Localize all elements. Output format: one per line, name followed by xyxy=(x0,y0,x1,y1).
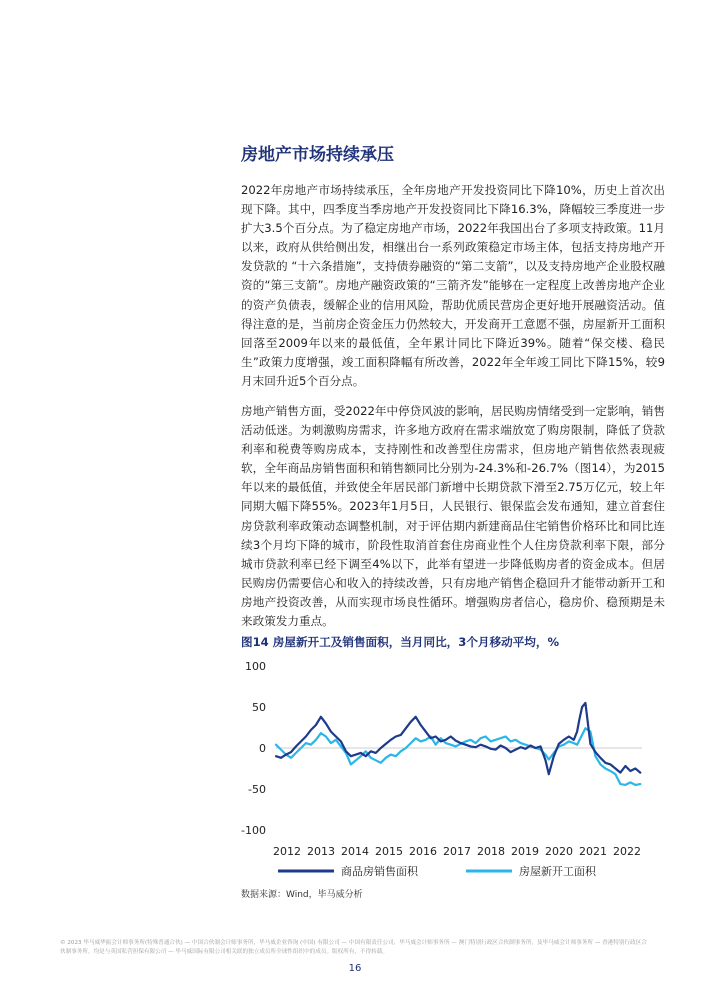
paragraph-sales: 房地产销售方面，受2022年中停贷风波的影响，居民购房情绪受到一定影响，销售活动低迷。为刺激购房需求，许多地方政府在需求端放宽了购房限制，降低了贷款利率和税费等购房成本，支持刚性和改善型住房需求，但房地产销售依然表现疲软，全年商品房销售面积和销售额同比分别为-24.3%和-26.7%（图14），为2015年以来的最低值，并致使全年居民部门新增中长期贷款下滑至2.75万亿元，较上年同期大幅下降55%。2023年1月5日，人民银行、银保监会发布通知，建立首套住房贷款利率政策动态调整机制，对于评估期内新建商品住宅销售价格环比和同比连续3个月均下降的城市，阶段性取消首套住房商业性个人住房贷款利率下限，部分城市贷款利率已经下调至4%以下，此举有望进一步降低购房者的资金成本。但居民购房仍需要信心和收入的持续改善，只有房地产销售企稳回升才能带动新开工和房地产投资改善，从而实现市场良性循环。增强购房者信心，稳房价、稳预期是未来政策发力重点。 xyxy=(241,404,665,629)
x-tick-label: 2012 xyxy=(273,845,301,858)
x-tick-label: 2022 xyxy=(613,845,641,858)
y-tick-label: 100 xyxy=(245,660,266,673)
x-tick-label: 2019 xyxy=(511,845,539,858)
y-tick-label: -100 xyxy=(241,824,266,837)
paragraph-market-pressure: 2022年房地产市场持续承压，全年房地产开发投资同比下降10%，历史上首次出现下降。其中，四季度当季房地产开发投资同比下降16.3%，降幅较三季度进一步扩大3.5个百分点。为了稳定房地产市场，2022年我国出台了多项支持政策。11月以来，政府从供给侧出发，相继出台一系列政策稳定市场主体，包括支持房地产开发贷款的 “十六条措施”，支持债券融资的“第二支箭”，以及支持房地产企业股权融资的“第三支箭”。房地产融资政策的“三箭齐发”能够在一定程度上改善房地产企业的资产负债表，缓解企业的信用风险，帮助优质民营房企更好地开展融资活动。值得注意的是，当前房企资金压力仍然较大，开发商开工意愿不强，房屋新开工面积回落至2009年以来的最低值，全年累计同比下降近39%。随着“保交楼、稳民生”政策力度增强，竣工面积降幅有所改善，2022年全年竣工同比下降15%，较9月末回升近5个百分点。 xyxy=(241,183,665,388)
legend-label: 房屋新开工面积 xyxy=(519,865,596,878)
footer-copyright: © 2023 毕马威华振会计师事务所(特殊普通合伙) — 中国合伙制会计师事务所，毕马威企业咨询 (中国) 有限公司 — 中国有限责任公司，毕马威会计师事务所 — 澳门特别行政区合伙制事务所，及毕马威会计师事务所 — 香港特别行政区合伙制事务所，均是与英国私营担保有限公司 — 毕马威国际有限公司相关联的独立成员所全球性组织中的成员。版权所有，不得转载。 xyxy=(60,940,647,955)
x-tick-label: 2021 xyxy=(579,845,607,858)
y-tick-label: 50 xyxy=(252,701,266,714)
figure-source: 数据来源：Wind，毕马威分析 xyxy=(241,890,363,900)
x-tick-label: 2016 xyxy=(409,845,437,858)
x-tick-label: 2015 xyxy=(375,845,403,858)
x-tick-label: 2013 xyxy=(307,845,335,858)
y-tick-label: 0 xyxy=(259,742,266,755)
series-line-sales xyxy=(276,703,640,774)
section-heading: 房地产市场持续承压 xyxy=(241,145,394,165)
x-tick-label: 2014 xyxy=(341,845,369,858)
series-line-starts xyxy=(276,728,640,785)
x-tick-label: 2018 xyxy=(477,845,505,858)
legend-label: 商品房销售面积 xyxy=(341,865,418,878)
figure-title: 图14 房屋新开工及销售面积，当月同比，3个月移动平均，% xyxy=(241,635,560,649)
y-tick-label: -50 xyxy=(248,783,266,796)
x-tick-label: 2017 xyxy=(443,845,471,858)
x-tick-label: 2020 xyxy=(545,845,573,858)
page-number: 16 xyxy=(348,963,362,974)
